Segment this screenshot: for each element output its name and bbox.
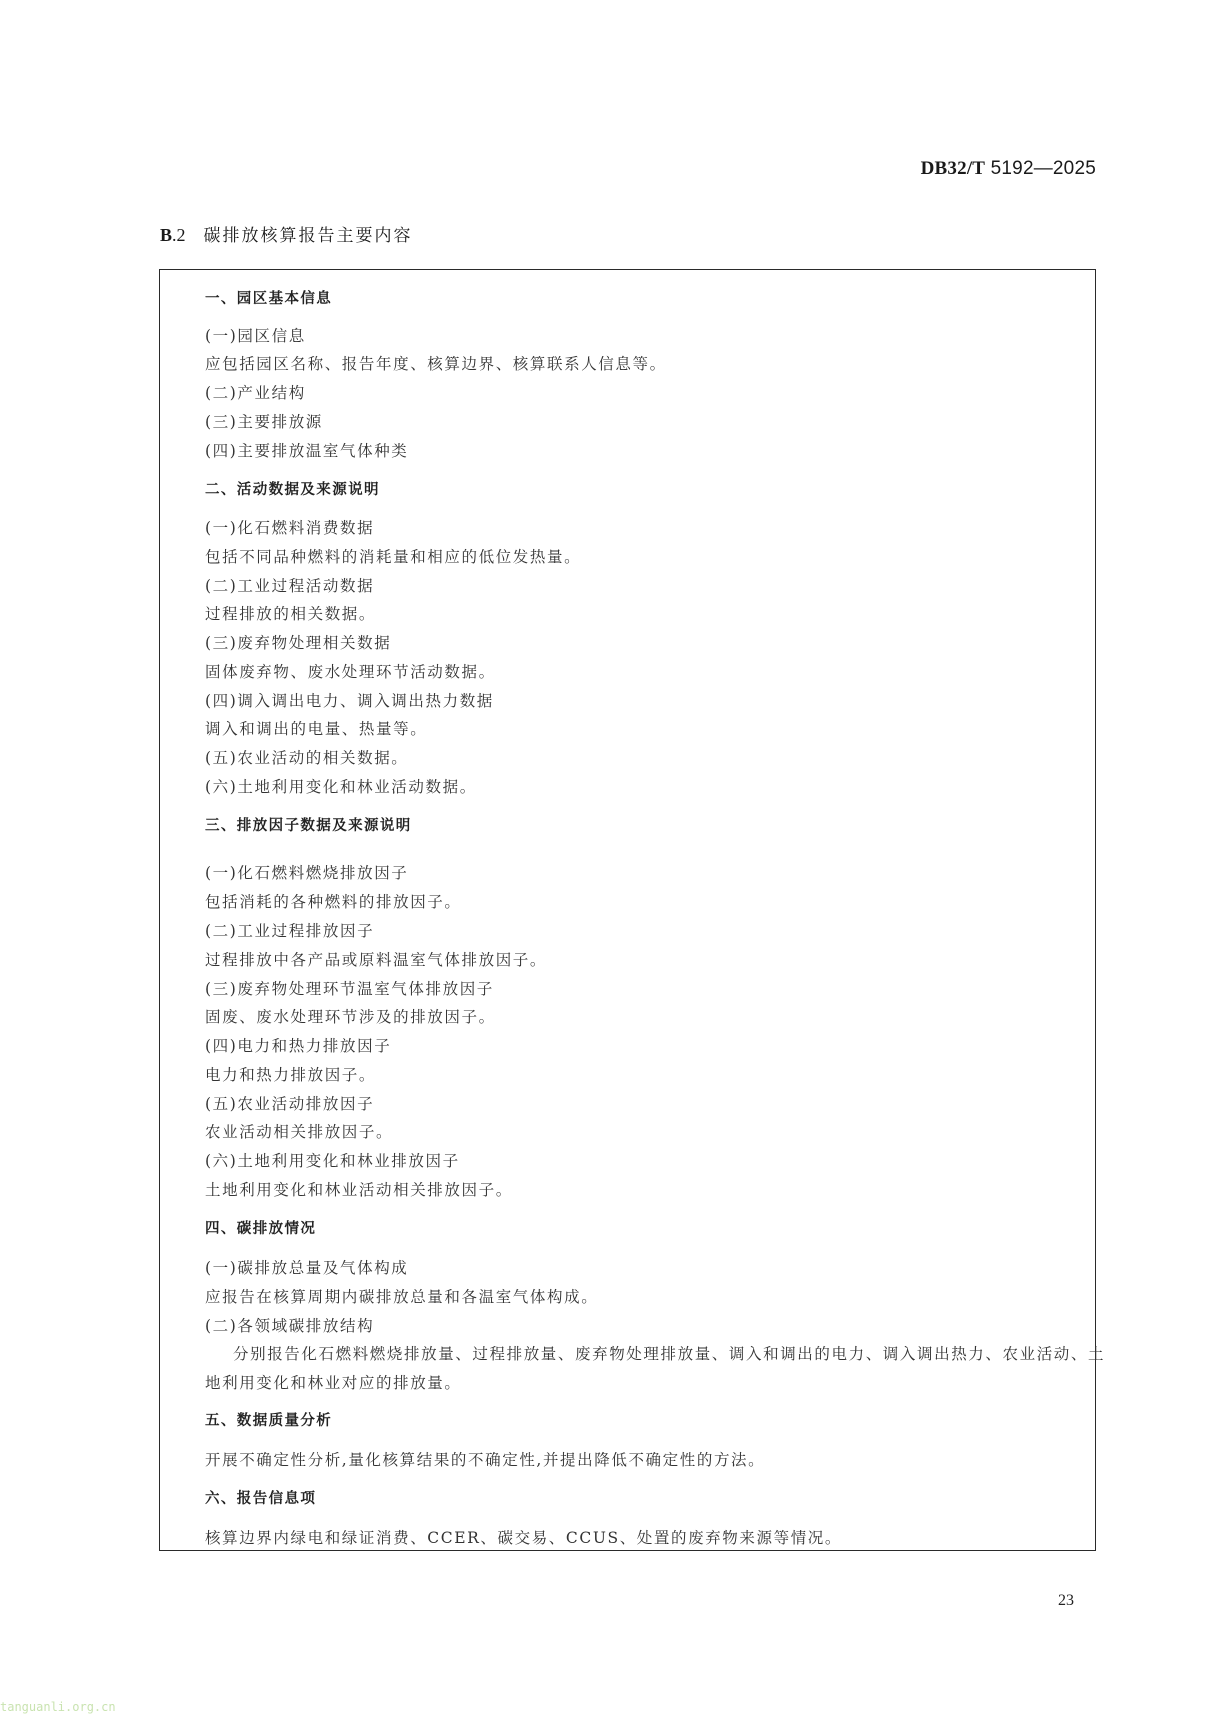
section-title-text: 碳排放核算报告主要内容 — [203, 226, 413, 246]
list-item: 固废、废水处理环节涉及的排放因子。 — [205, 1008, 496, 1026]
heading-4: 四、碳排放情况 — [205, 1221, 317, 1237]
list-item: 核算边界内绿电和绿证消费、CCER、碳交易、CCUS、处置的废弃物来源等情况。 — [205, 1529, 843, 1547]
section-number: .2 — [172, 225, 186, 245]
document-code — [921, 158, 1096, 180]
list-item: (一)碳排放总量及气体构成 — [205, 1259, 409, 1277]
heading-2: 二、活动数据及来源说明 — [205, 482, 380, 498]
list-item: (六)土地利用变化和林业活动数据。 — [205, 778, 477, 796]
section-title — [160, 221, 413, 246]
list-item: 开展不确定性分析,量化核算结果的不确定性,并提出降低不确定性的方法。 — [205, 1451, 766, 1469]
list-item: (三)主要排放源 — [205, 413, 323, 431]
list-item: (一)化石燃料消费数据 — [205, 519, 375, 537]
document-code-number: 5192—2025 — [985, 158, 1096, 179]
list-item: (一)园区信息 — [205, 327, 306, 345]
list-item: (一)化石燃料燃烧排放因子 — [205, 864, 409, 882]
list-item: 地利用变化和林业对应的排放量。 — [205, 1374, 462, 1392]
list-item: 包括消耗的各种燃料的排放因子。 — [205, 893, 462, 911]
list-item: (四)主要排放温室气体种类 — [205, 442, 409, 460]
document-code-prefix: DB32/T — [920, 158, 986, 179]
list-item: (二)工业过程活动数据 — [205, 577, 375, 595]
list-item: 固体废弃物、废水处理环节活动数据。 — [205, 663, 496, 681]
heading-5: 五、数据质量分析 — [205, 1413, 333, 1429]
list-item: 过程排放中各产品或原料温室气体排放因子。 — [205, 951, 548, 969]
heading-1: 一、园区基本信息 — [205, 291, 333, 307]
list-item: (三)废弃物处理环节温室气体排放因子 — [205, 980, 494, 998]
list-item: (六)土地利用变化和林业排放因子 — [205, 1152, 460, 1170]
list-item: 应包括园区名称、报告年度、核算边界、核算联系人信息等。 — [205, 355, 667, 373]
heading-6: 六、报告信息项 — [205, 1491, 317, 1507]
list-item: (三)废弃物处理相关数据 — [205, 634, 392, 652]
list-item: 土地利用变化和林业活动相关排放因子。 — [205, 1181, 513, 1199]
list-item: 应报告在核算周期内碳排放总量和各温室气体构成。 — [205, 1288, 599, 1306]
list-item: 过程排放的相关数据。 — [205, 605, 377, 623]
list-item: (二)各领域碳排放结构 — [205, 1317, 375, 1335]
list-item: 包括不同品种燃料的消耗量和相应的低位发热量。 — [205, 548, 582, 566]
list-item: (二)工业过程排放因子 — [205, 922, 375, 940]
list-item: (四)电力和热力排放因子 — [205, 1037, 392, 1055]
list-item: (五)农业活动的相关数据。 — [205, 749, 409, 767]
list-item: 分别报告化石燃料燃烧排放量、过程排放量、废弃物处理排放量、调入和调出的电力、调入调出热力、农业活动、土 — [233, 1345, 1106, 1363]
section-letter: B — [160, 225, 173, 245]
list-item: 农业活动相关排放因子。 — [205, 1123, 394, 1141]
list-item: (二)产业结构 — [205, 384, 306, 402]
list-item: (五)农业活动排放因子 — [205, 1095, 375, 1113]
heading-3: 三、排放因子数据及来源说明 — [205, 818, 412, 834]
list-item: 调入和调出的电量、热量等。 — [205, 720, 428, 738]
page-number: 23 — [1058, 1592, 1074, 1609]
watermark: tanguanli.org.cn — [0, 1700, 116, 1714]
list-item: (四)调入调出电力、调入调出热力数据 — [205, 692, 494, 710]
list-item: 电力和热力排放因子。 — [205, 1066, 377, 1084]
